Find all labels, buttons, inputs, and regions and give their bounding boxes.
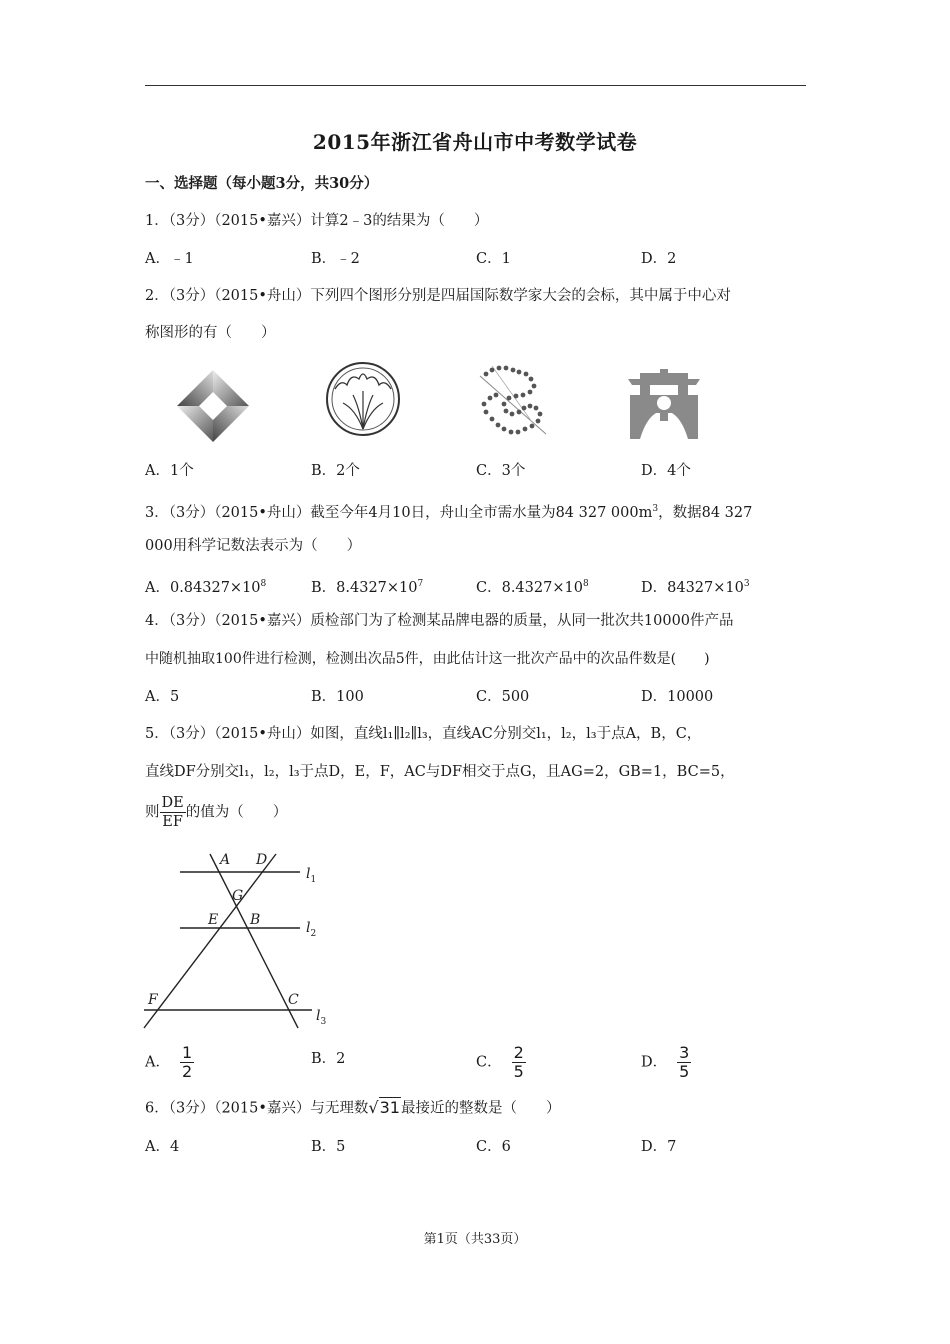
q3-option-b: B．$8.4327\times 10^7$: [311, 579, 424, 596]
q4-stem-line2: 中随机抽取100件进行检测，检测出次品5件，由此估计这一批次产品中的次品件数是( ): [145, 651, 710, 667]
fraction-de-ef: $\frac{DE}{EF}$: [161, 795, 184, 830]
q2-option-a: A．1个: [145, 463, 194, 479]
line-label-l3: $l_3$: [316, 1008, 327, 1027]
congress-logo-dotted: [476, 362, 552, 442]
point-label-a: A: [220, 852, 231, 868]
q1-option-d: D．2: [641, 251, 677, 267]
q6-option-c: C．6: [476, 1139, 511, 1155]
point-label-d: D: [256, 852, 268, 868]
q1-option-a: A．﹣1: [145, 251, 194, 267]
q5-option-d: D． $\frac{3}{5}$: [641, 1043, 690, 1081]
q1-option-c: C．1: [476, 251, 511, 267]
q5-option-c: C． $\frac{2}{5}$: [476, 1043, 524, 1081]
q3-option-c: C．$8.4327\times 10^8$: [476, 579, 589, 596]
parallel-lines-figure: [140, 848, 340, 1033]
q4-option-d: D．10000: [641, 689, 714, 705]
congress-logo-pinwheel: [175, 368, 251, 444]
point-label-f: F: [148, 992, 158, 1008]
q2-stem-line1: 2．（3分）（2015•舟山）下列四个图形分别是四届国际数学家大会的会标，其中属于中心对: [145, 288, 731, 304]
line-label-l2: $l_2$: [306, 920, 317, 939]
q4-option-c: C．500: [476, 689, 530, 705]
q4-option-b: B．100: [311, 689, 364, 705]
q6-option-a: A．4: [145, 1139, 180, 1155]
point-label-c: C: [288, 992, 299, 1008]
congress-logo-circle: [325, 359, 401, 439]
q4-option-a: A．5: [145, 689, 180, 705]
q1-option-b: B．﹣2: [311, 251, 360, 267]
q5-option-b: B．2: [311, 1051, 346, 1067]
line-label-l1: $l_1$: [306, 866, 317, 885]
q6-stem: 6．（3分）（2015•嘉兴）与无理数√31最接近的整数是（ ）: [145, 1098, 561, 1117]
q3-stem-line1: 3．（3分）（2015•舟山）截至今年4月10日，舟山全市需水量为84 327 $000m^3$，数据84 327: [145, 504, 753, 521]
point-label-b: B: [250, 912, 261, 928]
q2-option-d: D．4个: [641, 463, 691, 479]
top-rule: [145, 85, 806, 86]
q2-option-b: B．2个: [311, 463, 360, 479]
q3-option-a: A．$0.84327\times 10^8$: [145, 579, 267, 596]
q2-option-c: C．3个: [476, 463, 526, 479]
sqrt-symbol: √31: [368, 1098, 400, 1117]
congress-logo-gate: [626, 369, 702, 441]
q3-option-d: D．$84327\times 10^3$: [641, 579, 750, 596]
page-title: 2015年浙江省舟山市中考数学试卷: [312, 130, 638, 154]
q5-stem-line3: 则 $\frac{DE}{EF}$ 的值为（ ）: [145, 795, 288, 830]
q5-stem-line2: 直线DF分别交l₁，l₂，l₃于点D，E，F，AC与DF相交于点G，且AG=2，GB=1，BC=5，: [145, 764, 735, 780]
point-label-g: G: [232, 888, 244, 904]
q6-option-d: D．7: [641, 1139, 677, 1155]
section-heading: 一、选择题（每小题3分，共30分）: [145, 175, 379, 192]
q2-stem-line2: 称图形的有（ ）: [145, 325, 276, 341]
q5-stem-line1: 5．（3分）（2015•舟山）如图，直线l₁∥l₂∥l₃，直线AC分别交l₁，l₂，l₃于点A，B，C，: [145, 726, 702, 742]
q4-stem-line1: 4．（3分）（2015•嘉兴）质检部门为了检测某品牌电器的质量，从同一批次共10000件产品: [145, 613, 734, 629]
point-label-e: E: [208, 912, 219, 928]
q1-stem: 1．（3分）（2015•嘉兴）计算2﹣3的结果为（ ）: [145, 213, 489, 229]
page-footer: 第1页（共33页）: [423, 1232, 527, 1247]
q6-option-b: B．5: [311, 1139, 346, 1155]
q5-option-a: A． $\frac{1}{2}$: [145, 1043, 193, 1081]
q3-stem-line2: 000用科学记数法表示为（ ）: [145, 538, 362, 554]
